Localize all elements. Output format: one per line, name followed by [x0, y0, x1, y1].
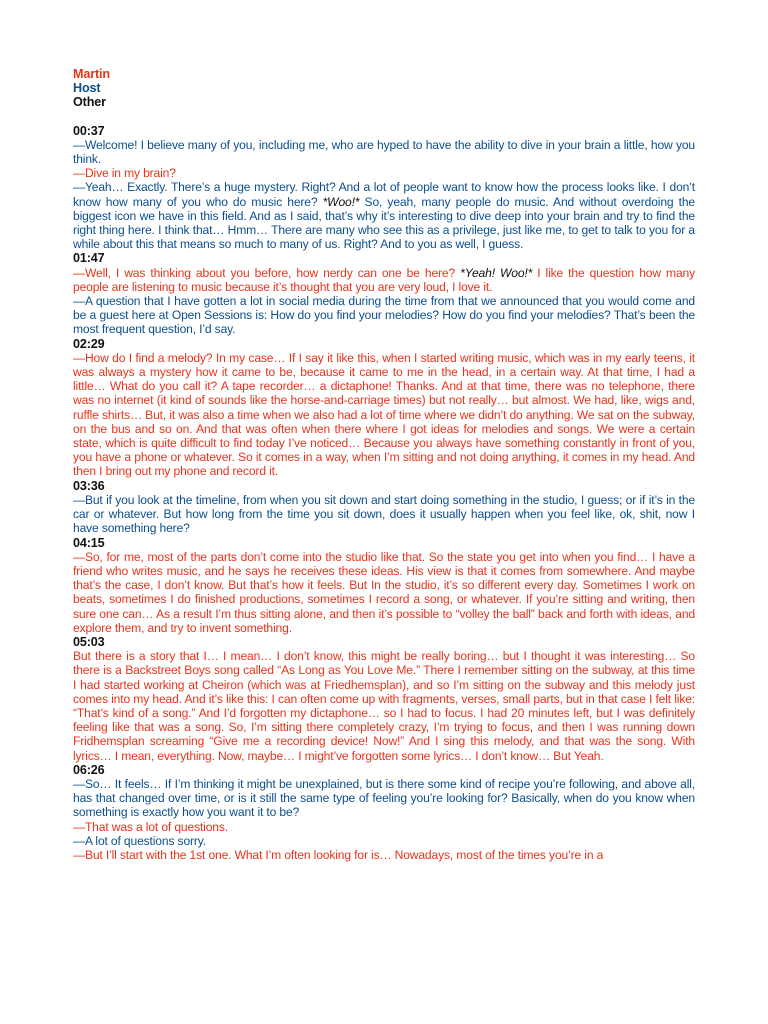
martin-line: —How do I find a melody? In my case… If I say it like this, when I started writing music, which was in my early teens, it was always a mystery how it came to be, because it came to me in the head, in a certain way. At that time, I had a little… What do you call it? A tape recorder… a dictaphone! Thanks. And at that time, there was no telephone, there was no internet (it kind of sounds like the horse-and-carriage times) but not really… but almost. We had, like, wigs and, ruffle shirts… But, it was also a time when we also had a lot of time where we didn’t do anything. We sat on the subway, on the bus and so on. And that was often when there where I got ideas for melodies and songs. We were a certain state, which is quite difficult to find today I’ve noticed… Because you always have something constantly in front of you, you have a phone or whatever. So it comes in a way, when I’m sitting and not doing anything, it comes in my head. And then I bring out my phone and record it. [73, 350, 695, 479]
martin-line: —That was a lot of questions. [73, 819, 228, 834]
timestamp: 02:29 [73, 336, 105, 351]
host-line [73, 180, 695, 251]
martin-line: But there is a story that I… I mean… I don’t know, this might be really boring… but I thought it was interesting… So there is a Backstreet Boys song called “As Long as You Love Me.” There I remember sitting on the subway, at this time I had started working at Cheiron (which was at Friedhemsplan), and so I’m sitting on the subway and this melody just comes into my head. And it’s like this: I can often come up with fragments, verses, small parts, but in that case I felt like: “That’s kind of a song.” And I’d forgotten my dictaphone… so I had to focus. I had 20 minutes left, but I was definitely feeling like that was a song. So, I’m sitting there completely crazy, I’m trying to focus, and then I was running down Fridhemsplan screaming “Give me a recording device! Now!” And I sing this melody, and that was the song. With lyrics… I mean, everything. Now, maybe… I might’ve forgotten some lyrics… I don’t know… But Yeah. [73, 649, 695, 763]
audience-reaction: *Yeah! Woo!* [460, 265, 533, 280]
host-line: —So… It feels… If I’m thinking it might be unexplained, but is there some kind of recipe you’re following, and above all, has that changed over time, or is it still the same type of feeling you’re looking for? Basically, when do you know when something is exactly how you want it to be? [73, 776, 695, 820]
timestamp: 04:15 [73, 535, 105, 550]
text-run: I like the question how many people are listening to music because it’s thought that you are very loud, I love it. [73, 265, 696, 294]
text-run: —Well, I was thinking about you before, how nerdy can one be here? [73, 265, 461, 280]
martin-line: —But I’ll start with the 1st one. What I’m often looking for is… Nowadays, most of the times you’re in a [73, 847, 604, 862]
host-line: —A question that I have gotten a lot in social media during the time from that we announced that you would come and be a guest here at Open Sessions is: How do you find your melodies? How do you find your melodies? That’s been the most frequent question, I’d say. [73, 294, 695, 337]
martin-line: —So, for me, most of the parts don’t come into the studio like that. So the state you get into when you find… I have a friend who writes music, and he says he receives these ideas. His view is that it comes from somewhere. And maybe that’s the case, I don’t know. But that’s how it feels. But In the studio, it’s so different every day. Sometimes I work on beats, sometimes I do finished productions, sometimes I record a song, or whatever. If you’re sitting and writing, then sure one can… As a result I’m thus sitting alone, and then it’s possible to “volley the ball” back and forth with ideas, and explore them, and try to invent something. [73, 549, 695, 635]
audience-reaction: *Woo!* [322, 194, 360, 209]
speaker-legend [73, 67, 695, 110]
martin-line [73, 266, 695, 294]
transcript-page [73, 67, 695, 862]
host-line: —Welcome! I believe many of you, including me, who are hyped to have the ability to dive in your brain a little, how you think. [73, 137, 695, 167]
timestamp: 00:37 [73, 123, 105, 138]
text-run: So, yeah, many people do music. And without overdoing the biggest icon we have in this field. And as I said, that’s why it’s interesting to dive deep into your brain and try to find the right thing here. I think that… Hmm… There are many who see this as a privilege, just like me, to get to talk to you for a while about this that means so much to many of us. Right? And to you as well, I guess. [73, 194, 695, 252]
host-line: —A lot of questions sorry. [73, 833, 206, 848]
timestamp: 03:36 [73, 478, 105, 493]
legend-other: Other [73, 95, 106, 110]
text-run: —Yeah… Exactly. There’s a huge mystery. Right? And a lot of people want to know how the process looks like. I don’t know how many of you who do music here? [73, 180, 695, 209]
host-line: —But if you look at the timeline, from when you sit down and start doing something in the studio, I guess; or if it’s in the car or whatever. But how long from the time you sit down, does it usually happen when you feel like, ok, shit, now I have something here? [73, 492, 695, 536]
timestamp: 01:47 [73, 251, 105, 266]
timestamp: 06:26 [73, 762, 105, 777]
legend-host: Host [73, 81, 101, 96]
timestamp: 05:03 [73, 634, 105, 649]
legend-martin: Martin [73, 67, 110, 81]
martin-line: —Dive in my brain? [73, 166, 176, 181]
